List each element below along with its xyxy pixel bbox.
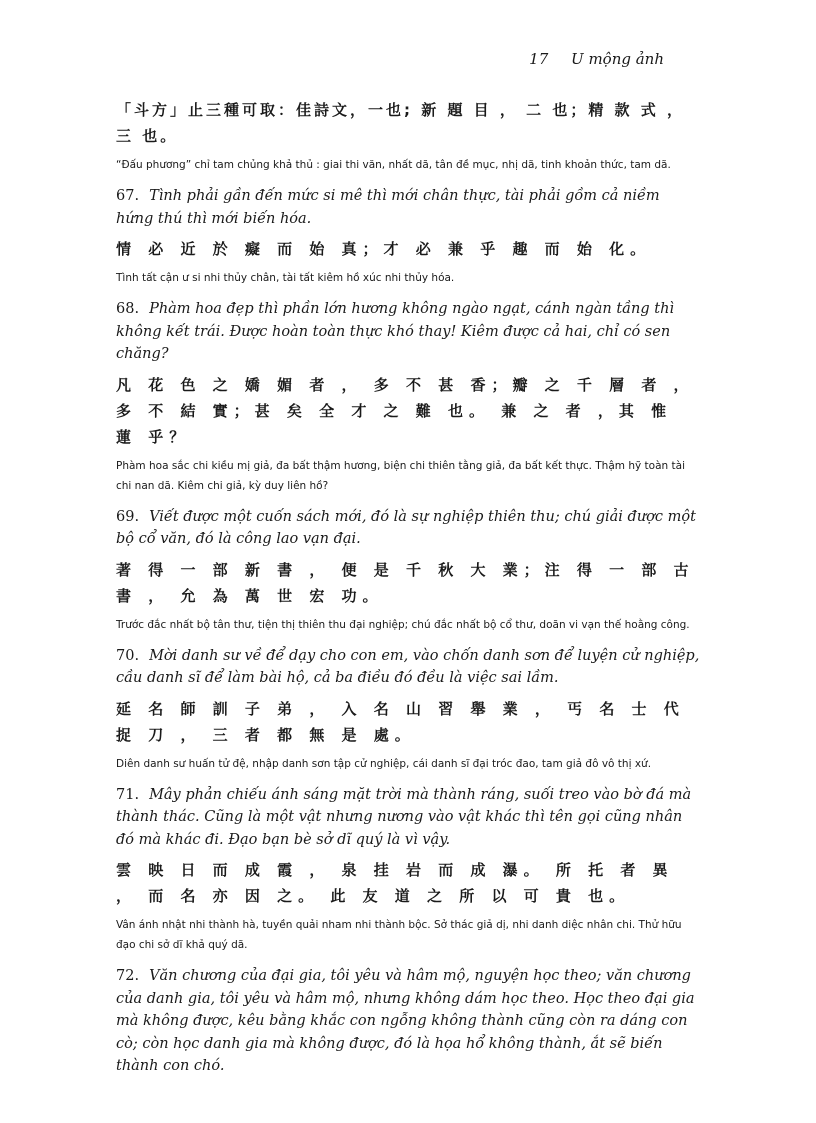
- entry-72: [116, 965, 700, 1078]
- chapter-title: U mộng ảnh: [571, 50, 664, 68]
- entry-number: 72.: [116, 968, 140, 984]
- translation-text: Văn chương của đại gia, tôi yêu và hâm mộ, nguyện học theo; văn chương của danh gia, tôi yêu và hâm mộ, nhưng không dám học theo. Học theo đại gia mà không được, kêu bằng khắc con ngỗng không thành cũng còn ra dáng con cò; còn học danh gia mà không được, đó là họa hổ không thành, ắt sẽ biến thành con chó.: [116, 968, 695, 1074]
- han-text: 雲 映 日 而 成 霞 ， 泉 挂 岩 而 成 瀑。 所 托 者 異 ， 而 名 亦 因 之。 此 友 道 之 所 以 可 貴 也。: [116, 861, 674, 905]
- vietnamese-translation: [116, 298, 700, 366]
- sino-vietnamese-reading: Tình tất cận ư si nhi thủy chân, tài tất kiêm hồ xúc nhi thủy hóa.: [116, 272, 455, 284]
- translation-text: Mời danh sư về để dạy cho con em, vào chốn danh sơn để luyện cử nghiệp, cầu danh sĩ để làm bài hộ, cả ba điều đó đều là việc sai lầm.: [116, 647, 700, 686]
- han-text: 著 得 一 部 新 書 ， 便 是 千 秋 大 業；注 得 一 部 古 書 ， 允 為 萬 世 宏 功。: [116, 560, 695, 605]
- page-header: [529, 50, 664, 68]
- entry-68: [116, 298, 700, 496]
- vietnamese-translation: [116, 506, 700, 551]
- sino-vietnamese-reading: Vân ánh nhật nhi thành hà, tuyền quải nham nhi thành bộc. Sở thác giả dị, nhi danh diệc nhân chi. Thử hữu đạo chi sở dĩ khả quý dã.: [116, 919, 682, 951]
- translation-text: Tình phải gần đến mức si mê thì mới chân thực, tài phải gồm cả niềm hứng thú thì mới biến hóa.: [116, 188, 660, 227]
- han-text: 「斗方」止三種可取：佳詩文，一也; 新 題 目 ， 二 也；精 款 式 ， 三 也。: [116, 101, 686, 145]
- translation-text: Phàm hoa đẹp thì phần lớn hương không ngào ngạt, cánh ngàn tầng thì không kết trái. Được hoàn toàn thực khó thay! Kiêm được cả hai, chỉ có sen chăng?: [116, 301, 675, 362]
- sino-vietnamese-reading: Phàm hoa sắc chi kiều mị giả, đa bất thậm hương, biện chi thiên tằng giả, đa bất kết thực. Thậm hỹ toàn tài chi nan dã. Kiêm chi giả, kỳ duy liên hồ?: [116, 459, 685, 492]
- entry-number: 68.: [116, 301, 140, 317]
- entry-intro: [116, 97, 700, 175]
- translation-text: Mây phản chiếu ánh sáng mặt trời mà thành ráng, suối treo vào bờ đá mà thành thác. Cũng là một vật nhưng nương vào vật khác thì tên gọi cũng nhân đó mà khác đi. Đạo bạn bè sở dĩ quý là vì vậy.: [116, 786, 692, 848]
- entry-number: 70.: [116, 647, 140, 664]
- vietnamese-translation: [116, 965, 700, 1078]
- entry-number: 69.: [116, 508, 140, 525]
- han-text: 情 必 近 於 癡 而 始 真；才 必 兼 乎 趣 而 始 化。: [116, 240, 652, 258]
- sino-vietnamese-reading: Diên danh sư huấn tử đệ, nhập danh sơn tập cử nghiệp, cái danh sĩ đại tróc đao, tam giả đô vô thị xứ.: [116, 757, 652, 770]
- han-text: 延 名 師 訓 子 弟 ， 入 名 山 習 舉 業 ， 丐 名 士 代 捉 刀 ， 三 者 都 無 是 處。: [116, 699, 685, 744]
- entry-67: [116, 185, 700, 288]
- translation-text: Viết được một cuốn sách mới, đó là sự nghiệp thiên thu; chú giải được một bộ cổ văn, đó là công lao vạn đại.: [116, 508, 696, 547]
- han-text: 凡 花 色 之 嬌 媚 者 ， 多 不 甚 香；瓣 之 千 層 者 ， 多 不 結 實；甚 矣 全 才 之 難 也。 兼 之 者 ，其 惟 蓮 乎？: [116, 375, 695, 446]
- sino-vietnamese-reading: Trước đắc nhất bộ tân thư, tiện thị thiên thu đại nghiệp; chú đắc nhất bộ cổ thư, doãn vi vạn thế hoằng công.: [116, 618, 690, 631]
- vietnamese-translation: [116, 784, 700, 852]
- entry-number: 71.: [116, 786, 140, 803]
- entry-70: [116, 645, 700, 774]
- sino-vietnamese-reading: “Đấu phương” chỉ tam chủng khả thủ : giai thi văn, nhất dã, tân đề mục, nhị dã, tinh khoản thức, tam dã.: [116, 159, 671, 171]
- vietnamese-translation: [116, 645, 700, 690]
- vietnamese-translation: [116, 185, 700, 230]
- entry-69: [116, 506, 700, 635]
- page-number: 17: [529, 50, 549, 68]
- entry-71: [116, 784, 700, 956]
- entry-number: 67.: [116, 188, 140, 204]
- page-body: [116, 97, 700, 1084]
